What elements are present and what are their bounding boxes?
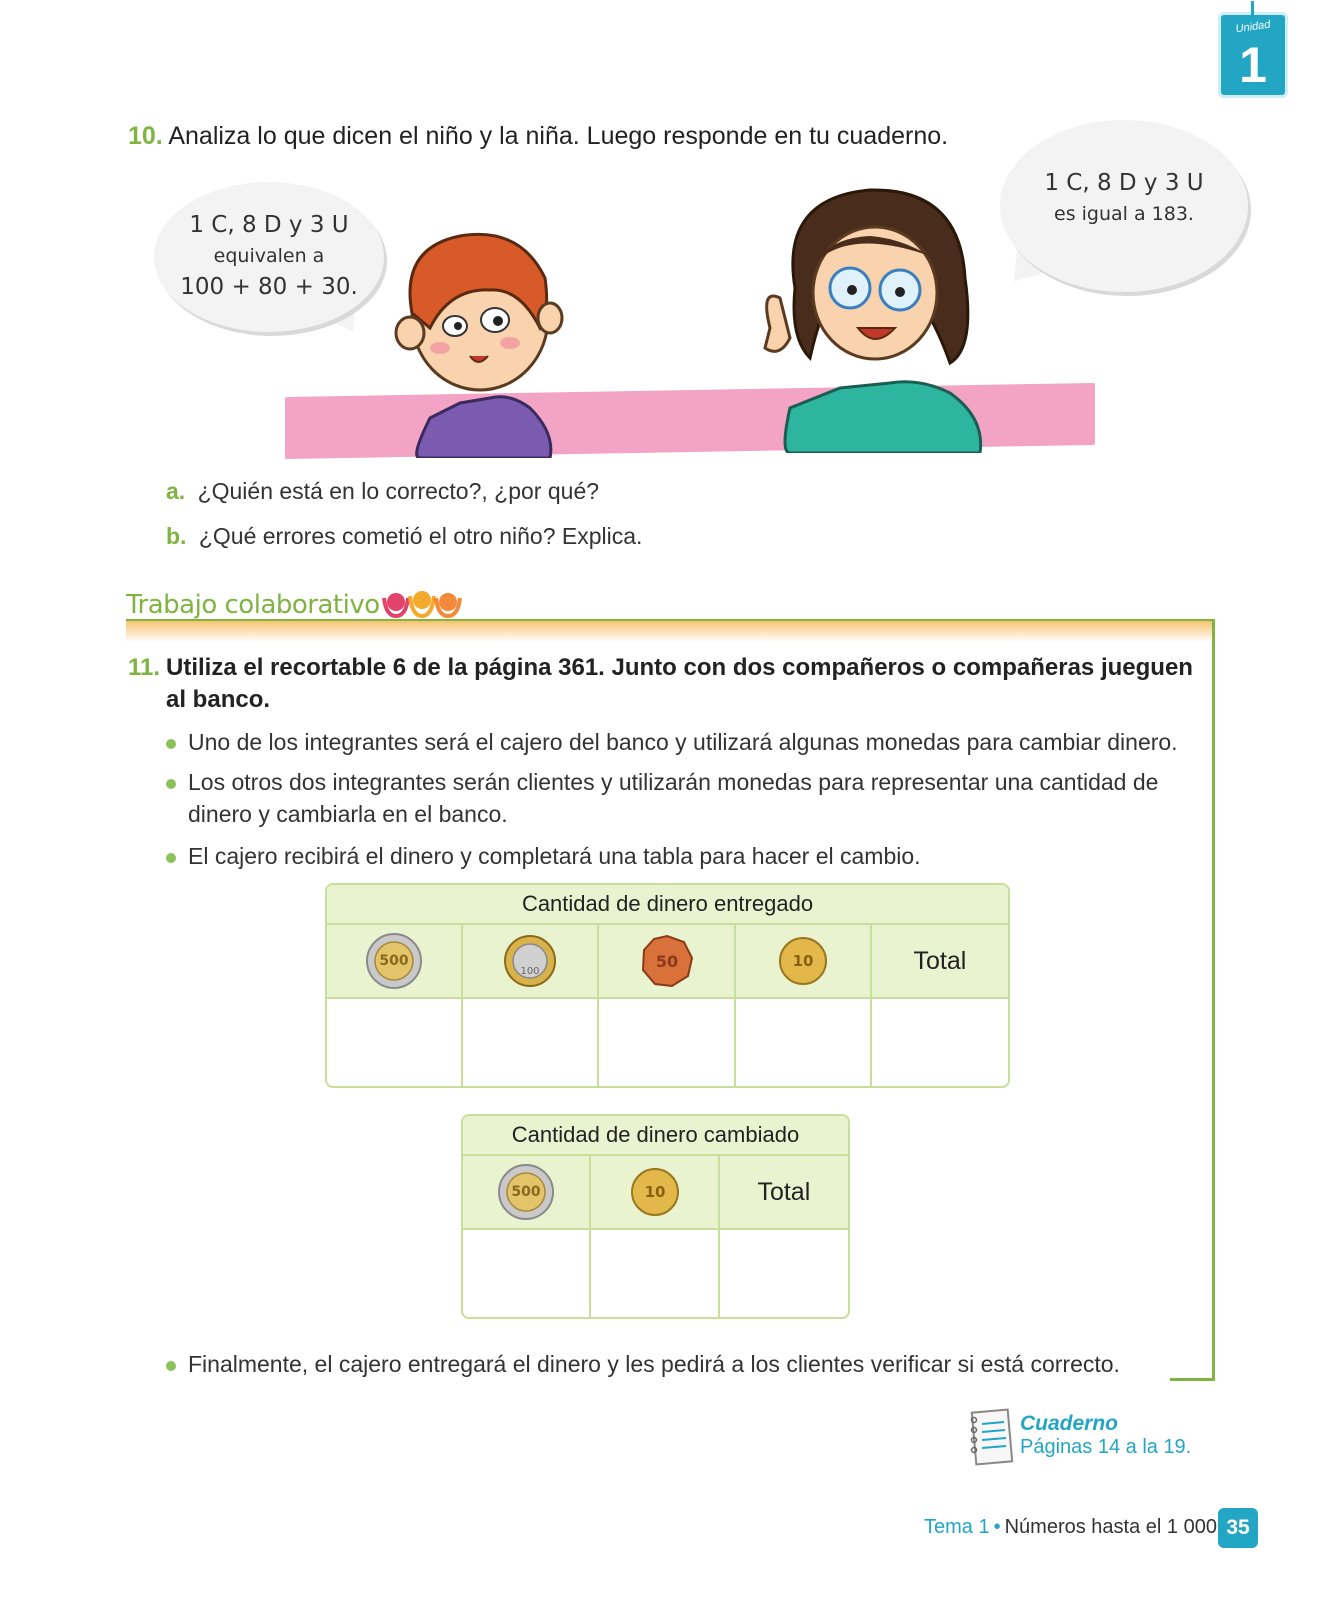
cuaderno-pages: Páginas 14 a la 19. — [1020, 1436, 1192, 1458]
table-money-given-title: Cantidad de dinero entregado — [327, 885, 1008, 925]
collab-header-gradient — [126, 620, 1214, 642]
answer-cell[interactable] — [872, 999, 1008, 1087]
coin-10-label: 10 — [644, 1183, 665, 1201]
coin-cell — [599, 925, 735, 997]
footer — [924, 1516, 1217, 1539]
boy-illustration — [370, 218, 570, 458]
coin-cell — [591, 1156, 719, 1228]
footer-tema: Tema 1 — [924, 1516, 990, 1538]
question-10b — [166, 523, 642, 550]
coin-10-label: 10 — [792, 952, 814, 970]
question-11-text: Utiliza el recortable 6 de la página 361. Junto con dos compañeros o compañeras jueguen al banco. — [166, 654, 1193, 713]
speech-bubble-boy — [154, 182, 384, 332]
coin-50-label: 50 — [655, 952, 678, 971]
coin-cell — [463, 1156, 591, 1228]
coin-100-label: 100 — [520, 966, 540, 977]
table-row — [463, 1230, 848, 1318]
answer-cell[interactable] — [599, 999, 735, 1087]
coin-500-icon — [365, 932, 423, 990]
answer-cell[interactable] — [463, 1230, 591, 1318]
question-11 — [128, 652, 1198, 716]
footer-separator: • — [993, 1516, 1001, 1538]
people-icon — [382, 588, 462, 622]
unit-label: Unidad — [1234, 18, 1272, 36]
bubble-boy-line1: 1 C, 8 D y 3 U — [189, 212, 349, 238]
question-10a-text: ¿Quién está en lo correcto?, ¿por qué? — [197, 478, 600, 504]
question-10a-letter: a. — [166, 478, 186, 504]
coin-50-icon — [640, 934, 694, 988]
coin-cell — [736, 925, 872, 997]
bubble-boy-line2: equivalen a — [213, 245, 325, 267]
question-10-number: 10. — [128, 122, 163, 150]
bubble-girl-line1: 1 C, 8 D y 3 U — [1044, 170, 1204, 196]
bubble-boy-line3: 100 + 80 + 30. — [180, 274, 358, 300]
coin-500-label: 500 — [511, 1184, 541, 1200]
coin-500-label: 500 — [379, 953, 409, 969]
table-row — [327, 999, 1008, 1087]
table-money-exchanged — [461, 1114, 850, 1319]
answer-cell[interactable] — [463, 999, 599, 1087]
question-10b-text: ¿Qué errores cometió el otro niño? Explica. — [198, 523, 643, 549]
bullet-3: El cajero recibirá el dinero y completará una tabla para hacer el cambio. — [166, 840, 1196, 872]
question-10b-letter: b. — [166, 523, 187, 549]
illustration — [120, 118, 1270, 468]
table-row — [327, 925, 1008, 999]
tab-pin — [1251, 1, 1254, 17]
collab-title: Trabajo colaborativo — [126, 590, 380, 620]
unit-number: 1 — [1239, 37, 1267, 93]
cuaderno-title: Cuaderno — [1020, 1412, 1119, 1435]
answer-cell[interactable] — [736, 999, 872, 1087]
answer-cell[interactable] — [327, 999, 463, 1087]
bubble-girl-line2: es igual a 183. — [1054, 203, 1194, 225]
coin-100-icon — [503, 934, 557, 988]
table-row — [463, 1156, 848, 1230]
question-10-text: Analiza lo que dicen el niño y la niña. Luego responde en tu cuaderno. — [168, 122, 949, 150]
bullet-4: Finalmente, el cajero entregará el dinero y les pedirá a los clientes verificar si está correcto. — [166, 1348, 1196, 1380]
coin-10-icon — [778, 936, 828, 986]
speech-bubble-girl — [1000, 120, 1248, 292]
answer-cell[interactable] — [591, 1230, 719, 1318]
coin-cell — [463, 925, 599, 997]
table-money-given-total: Total — [913, 946, 967, 975]
table-money-exchanged-total: Total — [757, 1177, 811, 1206]
table-money-given — [325, 883, 1010, 1088]
notebook-icon — [968, 1408, 1014, 1466]
answer-cell[interactable] — [720, 1230, 848, 1318]
footer-topic: Números hasta el 1 000 — [1004, 1516, 1217, 1538]
bullet-2: Los otros dos integrantes serán clientes y utilizarán monedas para representar una cantidad de dinero y cambiarla en el banco. — [166, 766, 1196, 830]
table-money-exchanged-title: Cantidad de dinero cambiado — [463, 1116, 848, 1156]
question-11-number: 11. — [128, 654, 161, 681]
coin-500-icon — [497, 1163, 555, 1221]
coin-10-icon — [630, 1167, 680, 1217]
page-number: 35 — [1218, 1508, 1258, 1548]
unit-tab — [1218, 12, 1288, 98]
girl-illustration — [750, 178, 990, 453]
question-10a — [166, 478, 599, 505]
bullet-1: Uno de los integrantes será el cajero del banco y utilizará algunas monedas para cambiar dinero. — [166, 726, 1216, 758]
coin-cell — [327, 925, 463, 997]
